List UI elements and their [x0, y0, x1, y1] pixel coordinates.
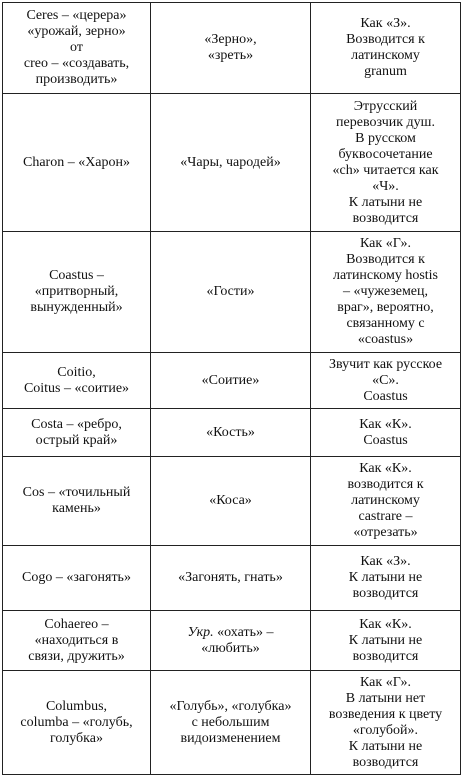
- table-row: [3, 457, 461, 546]
- russian-cell: [151, 353, 311, 409]
- etymology-table: [2, 2, 461, 775]
- russian-cell: [151, 546, 311, 611]
- russian-text: «Кость»: [206, 424, 255, 440]
- note-cell: Как «К». Coastus: [311, 409, 461, 457]
- russian-text: «Загонять, гнать»: [178, 570, 283, 585]
- note-cell: Как «Г». В латыни нет возведения к цвету «голубой». К латыни не возводится: [311, 671, 461, 775]
- russian-text: «Соитие»: [201, 372, 260, 388]
- note-cell: Как «З». К латыни не возводится: [311, 546, 461, 611]
- note-cell: Как «К». К латыни не возводится: [311, 611, 461, 671]
- table-row: [3, 94, 461, 232]
- latin-cell: Charon – «Харон»: [3, 94, 151, 232]
- russian-prefix: Укр.: [187, 624, 214, 640]
- note-cell: Как «К». возводится к латинскому castrare – «отрезать»: [311, 457, 461, 546]
- table-row: [3, 409, 461, 457]
- russian-text: «Чары, чародей»: [180, 154, 281, 170]
- russian-text: «Коса»: [209, 493, 252, 508]
- russian-cell: [151, 94, 311, 232]
- note-cell: Этрусский перевозчик душ. В русском буквосочетание «ch» читается как «Ч». К латыни не возводится: [311, 94, 461, 232]
- latin-cell: Columbus, columba – «голубь, голубка»: [3, 671, 151, 775]
- russian-cell: [151, 409, 311, 457]
- table-row: [3, 353, 461, 409]
- russian-cell: [151, 671, 311, 775]
- latin-cell: Cogo – «загонять»: [3, 546, 151, 611]
- russian-cell: [151, 611, 311, 671]
- note-cell: Как «Г». Возводится к латинскому hostis – «чужеземец, враг», вероятно, связанному с «coastus»: [311, 232, 461, 353]
- russian-text: «Голубь», «голубка» с небольшим видоизменением: [169, 698, 292, 746]
- russian-cell: [151, 232, 311, 353]
- russian-text: «Гости»: [206, 284, 255, 299]
- table-row: [3, 671, 461, 775]
- russian-text: «охать» – «любить»: [201, 624, 274, 656]
- table-row: [3, 3, 461, 94]
- table-row: [3, 232, 461, 353]
- latin-cell: Coastus – «притворный, вынужденный»: [3, 232, 151, 353]
- note-cell: Звучит как русское «С». Coastus: [311, 353, 461, 409]
- russian-cell: [151, 457, 311, 546]
- latin-cell: Cohaereo – «находиться в связи, дружить»: [3, 611, 151, 671]
- latin-cell: Coitio, Coitus – «соитие»: [3, 353, 151, 409]
- latin-cell: Ceres – «церера» «урожай, зерно» от creo – «создавать, производить»: [3, 3, 151, 94]
- latin-cell: Costa – «ребро, острый край»: [3, 409, 151, 457]
- table-row: [3, 546, 461, 611]
- note-cell: Как «З». Возводится к латинскому granum: [311, 3, 461, 94]
- russian-cell: [151, 3, 311, 94]
- russian-text: «Зерно», «зреть»: [204, 32, 257, 63]
- table-row: [3, 611, 461, 671]
- latin-cell: Cos – «точильный камень»: [3, 457, 151, 546]
